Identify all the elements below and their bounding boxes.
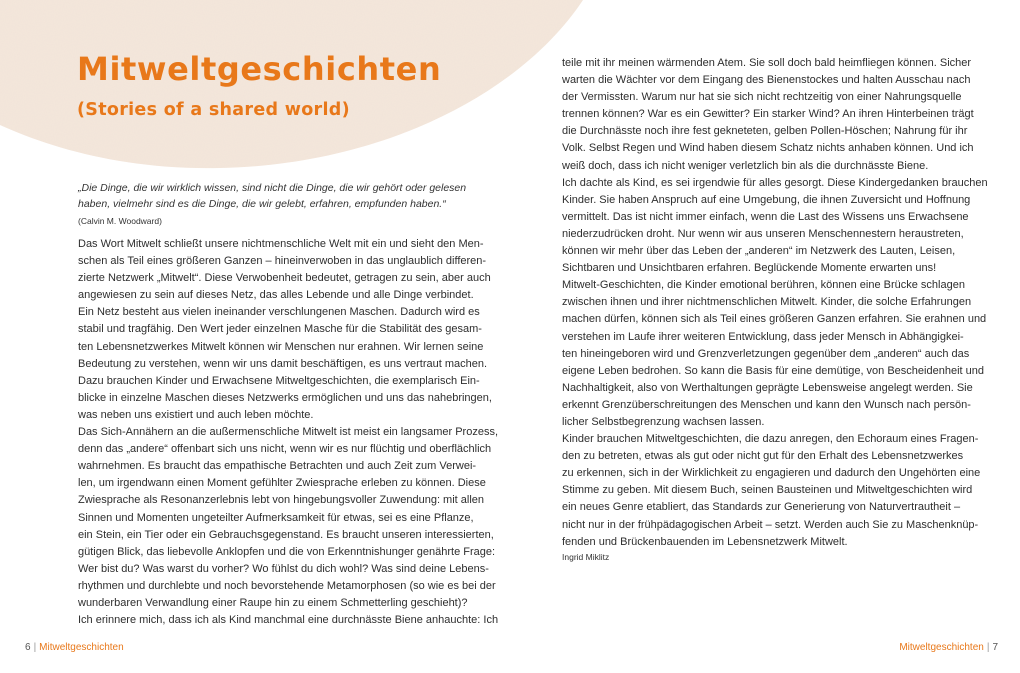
quote-line: haben, vielmehr sind es die Dinge, die wir gelebt, erfahren, empfunden haben.“: [78, 198, 446, 210]
text-line: licher Selbstbegrenzung wachsen lassen.: [562, 415, 765, 428]
left-text-column: [78, 236, 499, 629]
text-line: ein neues Genre etabliert, das Standards zur Generierung von Naturvertrautheit –: [562, 501, 961, 514]
text-line: Kinder. Sie haben Anspruch auf eine Umgebung, die ihnen Zuversicht und Hoffnung: [562, 193, 971, 206]
text-line: machen dürfen, können sich als Teil eines größeren Ganzen erfahren. Sie erahnen und: [562, 313, 987, 326]
text-line: angewiesen zu sein auf dieses Netz, das alles Lebende und alle Dinge verbindet.: [78, 289, 474, 302]
text-line: zwischen ihnen und ihrer nichtmenschlichen Mitwelt. Kinder, die solche Erfahrungen: [562, 296, 972, 309]
text-line: Dazu brauchen Kinder und Erwachsene Mitweltgeschichten, die exemplarisch Ein-: [78, 374, 480, 387]
text-line: warten die Wächter vor dem Eingang des Bienenstockes und halten Ausschau nach: [562, 74, 971, 87]
right-text-column: [562, 55, 988, 551]
page-number-left: 6: [25, 642, 31, 653]
text-line: was neben uns existiert und auch leben möchte.: [78, 408, 314, 421]
text-line: Kinder brauchen Mitweltgeschichten, die dazu anregen, den Echoraum eines Fragen-: [562, 433, 979, 446]
text-line: eigene Leben bedrohen. So kann die Basis für eine demütige, von Bescheidenheit und: [562, 364, 984, 377]
text-line: Das Sich-Annähern an die außermenschliche Mitwelt ist meist ein langsamer Prozess,: [78, 426, 499, 439]
text-line: die Durchnässte noch ihre fest gekneteten, gelben Pollen-Höschen; Nahrung für ihr: [562, 125, 968, 138]
text-line: zu erkennen, sich in der Wirklichkeit zu engagieren und dadurch den Ungehörten eine: [562, 467, 981, 480]
text-line: zierte Netzwerk „Mitwelt“. Diese Verwobenheit bedeutet, getragen zu sein, aber auch: [78, 272, 491, 285]
epigraph-quote: [78, 180, 478, 228]
text-line: Wer bist du? Was warst du vorher? Wo fühlst du dich wohl? Was sind deine Lebens-: [78, 562, 489, 575]
quote-author: (Calvin M. Woodward): [78, 216, 162, 226]
text-line: Mitwelt-Geschichten, die Kinder emotional berühren, können eine Brücke schlagen: [562, 279, 965, 292]
quote-line: „Die Dinge, die wir wirklich wissen, sind nicht die Dinge, die wir gehört oder gelesen: [78, 182, 467, 194]
text-line: trennen können? War es ein Gewitter? Ein starker Wind? An ihren Hinterbeinen trägt: [562, 108, 974, 121]
text-line: Sichtbaren und Unsichtbaren erfahren. Beglückende Momente erwarten uns!: [562, 262, 937, 275]
text-line: Das Wort Mitwelt schließt unsere nichtmenschliche Welt mit ein und sieht den Men-: [78, 238, 484, 250]
text-line: Volk. Selbst Regen und Wind haben diesem Schatz nichts anhaben können. Und ich: [562, 142, 974, 155]
text-line: ten hineingeboren wird und Grenzverletzungen gegenüber dem „anderen“ auch das: [562, 347, 970, 360]
text-line: stabil und tragfähig. Den Wert jeder einzelnen Masche für die Stabilität des gesam-: [78, 323, 482, 336]
text-line: nicht nur in der frühpädagogischen Arbeit – setzt. Werden auch Sie zu Maschenknüp-: [562, 518, 979, 531]
text-line: ten Lebensnetzwerkes Mitwelt können wir Menschen nur erahnen. Wir lernen seine: [78, 340, 484, 353]
page-number-right: 7: [992, 642, 998, 653]
text-line: verstehen im Laufe ihrer weiteren Entwicklung, dass jeder Mensch in Abhängigkei-: [562, 330, 964, 343]
footer-right: Mitweltgeschichten | 7: [899, 642, 998, 653]
text-line: erkennt Grenzüberschreitungen des Menschen und kann den Wunsch nach persön-: [562, 398, 971, 411]
text-line: Ich dachte als Kind, es sei irgendwie für alles gesorgt. Diese Kindergedanken brauchen: [562, 176, 988, 189]
text-line: schen als Teil eines größeren Ganzen – hineinverwoben in das unglaublich differen-: [78, 255, 487, 268]
text-line: wunderbaren Verwandlung einer Raupe hin zu einem Schmetterling geschieht)?: [78, 596, 468, 609]
text-line: denn das „andere“ offenbart sich uns nicht, wenn wir es nur flüchtig und oberflächlich: [78, 443, 492, 456]
text-line: Ein Netz besteht aus vielen ineinander verschlungenen Maschen. Dadurch wird es: [78, 306, 480, 319]
text-line: Stimme zu geben. Mit diesem Buch, seinen Bausteinen und Mitweltgeschichten wird: [562, 484, 973, 497]
text-line: Ich erinnere mich, dass ich als Kind manchmal eine durchnässte Biene anhauchte: Ich: [78, 614, 499, 627]
page-title: Mitweltgeschichten: [77, 50, 442, 88]
text-line: weiß doch, dass ich nicht weniger verletzlich bin als die durchnässte Biene.: [562, 159, 929, 172]
text-line: ein Stein, ein Tier oder ein Gebrauchsgegenstand. Es braucht unseren interessierten,: [78, 528, 494, 541]
text-line: Bedeutung zu verstehen, wenn wir uns damit beschäftigen, es uns vertraut machen.: [78, 357, 488, 370]
text-line: len, um irgendwann einen Moment gefühlter Zwiesprache erleben zu können. Diese: [78, 477, 486, 490]
text-line: niederzudrücken droht. Nur wenn wir aus unseren Menschennestern heraustreten,: [562, 227, 964, 240]
author-signature: Ingrid Miklitz: [562, 552, 610, 562]
footer-left: 6 | Mitweltgeschichten: [25, 642, 124, 653]
title-block: [77, 50, 441, 120]
text-line: vermittelt. Das ist nicht immer einfach, wenn die Last des Wissens uns Erwachsene: [562, 210, 969, 223]
text-line: rhythmen und durchlebte und noch bevorstehende Metamorphosen (so wie es bei der: [78, 579, 496, 592]
footer-section-left: Mitweltgeschichten: [39, 642, 124, 653]
text-line: Nachhaltigkeit, also von Werthaltungen geprägte Lebensweise angelegt werden. Sie: [562, 381, 973, 394]
text-line: teile mit ihr meinen wärmenden Atem. Sie soll doch bald heimfliegen können. Sicher: [562, 57, 972, 69]
text-line: Sinnen und Momenten ungeteilter Aufmerksamkeit für etwas, sei es eine Pflanze,: [78, 511, 474, 524]
text-line: gütigen Blick, das liebevolle Anklopfen und die von Erkenntnishunger genährte Frage:: [78, 545, 496, 558]
text-line: der Vermissten. Warum nur hat sie sich nicht rechtzeitig von einer Nahrungsquelle: [562, 91, 962, 104]
text-line: fenden und Brückenbauenden im Lebensnetzwerk Mitwelt.: [562, 535, 848, 548]
text-line: blicke in einzelne Maschen dieses Netzwerks ermöglichen und uns das nahebringen,: [78, 391, 492, 404]
text-line: Zwiesprache als Resonanzerlebnis lebt von hingebungsvoller Zuwendung: mit allen: [78, 494, 485, 507]
page-subtitle: (Stories of a shared world): [77, 100, 350, 120]
text-line: wahrnehmen. Es braucht das empathische Betrachten und auch Zeit zum Verwei-: [78, 460, 477, 473]
footer-section-right: Mitweltgeschichten: [899, 642, 984, 653]
text-line: können wir mehr über das Leben der „anderen“ im Netzwerk des Lauten, Leisen,: [562, 245, 956, 258]
text-line: den zu betreten, etwas als gut oder nicht gut für den Erhalt des Lebensnetzwerkes: [562, 450, 964, 463]
